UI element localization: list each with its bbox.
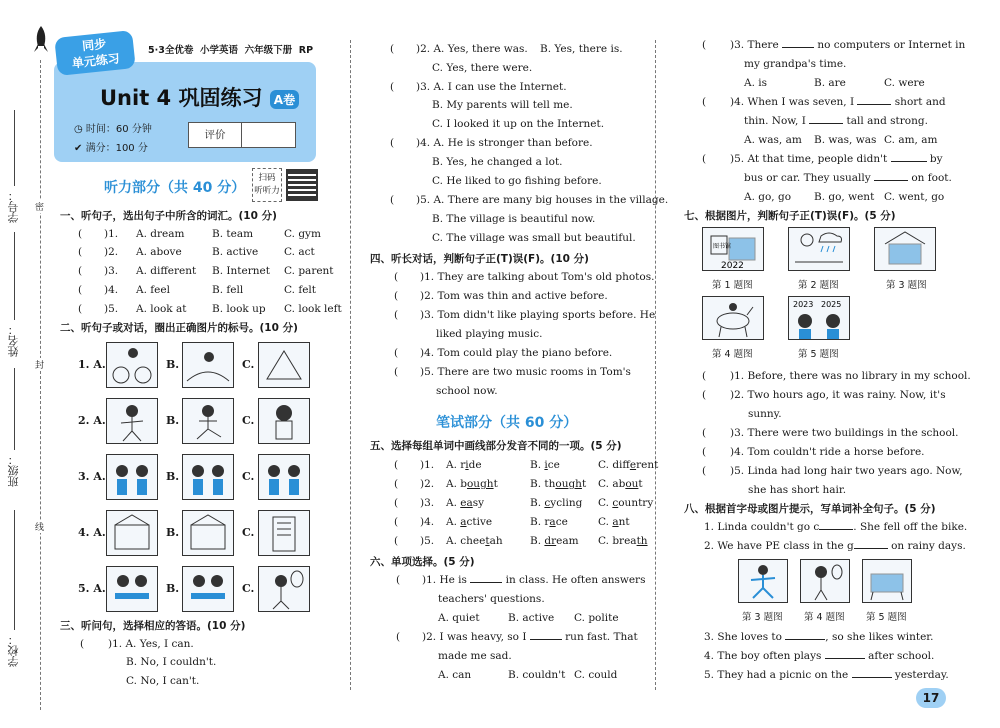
option-text: C. No, I can't. [126, 675, 200, 687]
picture-option[interactable] [106, 342, 158, 388]
list-item: ( )1. A. ride B. ice C. different [394, 459, 659, 471]
list-item: ( )4. When I was seven, I short and [702, 96, 946, 108]
list-item: ( )3. There no computers or Internet in [702, 39, 966, 51]
row-label: B. [166, 358, 180, 371]
series-header: 5·3全优卷 小学英语 六年级下册 RP [148, 45, 314, 56]
list-item-options: A. go, go B. go, went C. went, go [744, 191, 945, 203]
picture-option[interactable] [106, 454, 158, 500]
score-label: ✔ 满分：100 分 [74, 143, 148, 154]
row-label: 4. A. [78, 526, 106, 539]
list-item-continued: liked playing music. [436, 328, 543, 340]
picture-option[interactable] [258, 454, 310, 500]
list-item: 2. We have PE class in the g on rainy days. [704, 540, 966, 552]
picture [874, 227, 936, 271]
year-label: 2022 [721, 261, 744, 270]
list-item-continued: my grandpa's time. [744, 58, 847, 70]
section3-title: 三、听问句，选择相应的答语。(10 分) [60, 620, 246, 632]
option-text: B. Yes, he changed a lot. [432, 156, 563, 168]
list-item: ( )2. A. bought B. thought C. about [394, 478, 643, 490]
row-label: C. [242, 358, 255, 371]
list-item: ( )5. A. cheetah B. dream C. breath [394, 535, 648, 547]
qr-hint: 扫码 听听力 [252, 168, 282, 202]
list-item: ( )1. They are talking about Tom's old photos. [394, 271, 655, 283]
row-label: C. [242, 414, 255, 427]
picture-option[interactable] [106, 398, 158, 444]
class-label: 班级： [7, 454, 20, 487]
section7-title: 七、根据图片，判断句子正(T)误(F)。(5 分) [684, 210, 896, 222]
picture-option[interactable] [258, 398, 310, 444]
picture-option[interactable] [106, 566, 158, 612]
list-item-continued: teachers' questions. [438, 593, 545, 605]
time-label: ◷ 时间：60 分钟 [74, 124, 152, 135]
list-item-continued: made me sad. [438, 650, 512, 662]
picture-option[interactable] [182, 398, 234, 444]
margin-dashed-line [40, 60, 41, 710]
list-item: ( )4. Tom couldn't ride a horse before. [702, 446, 925, 458]
picture-option[interactable] [258, 510, 310, 556]
row-label: C. [242, 582, 255, 595]
list-item: ( )4. A. feel B. fell C. felt [78, 284, 317, 296]
list-item-continued: bus or car. They usually on foot. [744, 172, 952, 184]
picture-caption: 第 1 题图 [712, 280, 753, 291]
list-item: ( )2. A. above B. active C. act [78, 246, 315, 258]
option-text: B. My parents will tell me. [432, 99, 573, 111]
left-margin [0, 0, 50, 728]
list-item: ( )1. A. dream B. team C. gym [78, 228, 321, 240]
picture-caption: 第 2 题图 [798, 280, 839, 291]
list-item: ( )1. Before, there was no library in my school. [702, 370, 971, 382]
row-label: B. [166, 526, 180, 539]
row-label: C. [242, 470, 255, 483]
list-item-continued: she has short hair. [748, 484, 847, 496]
list-item: ( )4. A. active B. race C. ant [394, 516, 630, 528]
option-text: C. The village was small but beautiful. [432, 232, 636, 244]
level-badge: A卷 [270, 90, 299, 109]
seal-mark-2: 封 [35, 358, 44, 371]
option-text: B. The village is beautiful now. [432, 213, 596, 225]
list-item: ( )3. Tom didn't like playing sports before. He [394, 309, 656, 321]
evaluation-box: 评价 [188, 122, 296, 148]
list-item: ( )3. There were two buildings in the school. [702, 427, 959, 439]
name-line [14, 232, 15, 320]
list-item: ( )4. A. He is stronger than before. [390, 137, 593, 149]
picture [800, 559, 850, 603]
list-item: ( )3. A. I can use the Internet. [390, 81, 567, 93]
picture [862, 559, 912, 603]
unit-badge: 同步 单元练习 [54, 30, 136, 76]
column-divider-2 [655, 40, 656, 690]
listening-title: 听力部分（共 40 分） [104, 180, 246, 196]
option-text: B. No, I couldn't. [126, 656, 217, 668]
check-icon: ✔ [74, 143, 83, 154]
list-item-continued: sunny. [748, 408, 782, 420]
list-item-continued: school now. [436, 385, 498, 397]
row-label: 2. A. [78, 414, 106, 427]
school-label: 学校： [7, 634, 20, 667]
school-line [14, 510, 15, 630]
row-label: B. [166, 582, 180, 595]
student-no-line [14, 110, 15, 186]
unit-title: Unit 4 巩固练习 A卷 [100, 82, 299, 112]
section5-title: 五、选择每组单词中画线部分发音不同的一项。(5 分) [370, 440, 622, 452]
option-text: C. I looked it up on the Internet. [432, 118, 605, 130]
list-item: ( )3. A. easy B. cycling C. country [394, 497, 654, 509]
section4-title: 四、听长对话，判断句子正(T)误(F)。(10 分) [370, 253, 589, 265]
picture-option[interactable] [258, 342, 310, 388]
list-item: ( )5. At that time, people didn't by [702, 153, 943, 165]
page-number: 17 [916, 688, 946, 708]
rocket-icon [34, 26, 48, 57]
section1-title: 一、听句子，选出句子中所含的词汇。(10 分) [60, 210, 277, 222]
row-label: B. [166, 470, 180, 483]
list-item: 5. They had a picnic on the yesterday. [704, 669, 949, 681]
picture-option[interactable] [258, 566, 310, 612]
row-label: C. [242, 526, 255, 539]
list-item: ( )4. Tom could play the piano before. [394, 347, 613, 359]
picture [788, 227, 850, 271]
year-label: 2025 [821, 300, 842, 309]
list-item: 4. The boy often plays after school. [704, 650, 935, 662]
row-label: 3. A. [78, 470, 106, 483]
library-sign: 图书馆 [713, 243, 732, 250]
picture-caption: 第 5 题图 [866, 612, 907, 623]
picture-option[interactable] [182, 510, 234, 556]
list-item: ( )3. A. different B. Internet C. parent [78, 265, 334, 277]
writing-title: 笔试部分（共 60 分） [436, 415, 578, 431]
picture-option[interactable] [182, 566, 234, 612]
seal-mark-1: 密 [35, 200, 44, 213]
qr-code[interactable] [286, 169, 318, 201]
year-label: 2023 [793, 300, 814, 309]
student-no-label: 学号： [7, 190, 20, 223]
list-item: ( )2. I was heavy, so I run fast. That [396, 631, 638, 643]
row-label: 1. A. [78, 358, 106, 371]
list-item-options: A. was, am B. was, was C. am, am [744, 134, 938, 146]
section2-title: 二、听句子或对话，圈出正确图片的标号。(10 分) [60, 322, 298, 334]
name-label: 姓名： [7, 324, 20, 357]
list-item: 3. She loves to , so she likes winter. [704, 631, 934, 643]
picture [702, 296, 764, 340]
picture-caption: 第 4 题图 [804, 612, 845, 623]
list-item: ( )1. A. Yes, I can. [80, 638, 194, 650]
list-item: 1. Linda couldn't go c . She fell off the bike. [704, 521, 968, 533]
picture-caption: 第 3 题图 [742, 612, 783, 623]
list-item: ( )1. He is in class. He often answers [396, 574, 646, 586]
list-item-options: A. is B. are C. were [744, 77, 925, 89]
section6-title: 六、单项选择。(5 分) [370, 556, 475, 568]
class-line [14, 368, 15, 450]
list-item-options: A. can B. couldn't C. could [438, 669, 618, 681]
section8-title: 八、根据首字母或图片提示，写单词补全句子。(5 分) [684, 503, 936, 515]
list-item-continued: thin. Now, I tall and strong. [744, 115, 928, 127]
row-label: 5. A. [78, 582, 106, 595]
picture-caption: 第 5 题图 [798, 349, 839, 360]
list-item-options: A. quiet B. active C. polite [438, 612, 619, 624]
picture [738, 559, 788, 603]
list-item: ( )5. There are two music rooms in Tom's [394, 366, 631, 378]
seal-mark-3: 线 [35, 520, 44, 533]
picture-option[interactable] [182, 454, 234, 500]
picture-caption: 第 4 题图 [712, 349, 753, 360]
list-item: ( )2. Tom was thin and active before. [394, 290, 608, 302]
row-label: B. [166, 414, 180, 427]
picture [788, 296, 850, 340]
picture-option[interactable] [182, 342, 234, 388]
option-text: C. He liked to go fishing before. [432, 175, 602, 187]
clock-icon: ◷ [74, 124, 83, 135]
list-item: ( )2. Two hours ago, it was rainy. Now, it's [702, 389, 946, 401]
picture [702, 227, 764, 271]
list-item: ( )5. A. look at B. look up C. look left [78, 303, 342, 315]
list-item: ( )5. Linda had long hair two years ago. Now, [702, 465, 963, 477]
option-text: C. Yes, there were. [432, 62, 533, 74]
column-divider-1 [350, 40, 351, 690]
picture-option[interactable] [106, 510, 158, 556]
picture-caption: 第 3 题图 [886, 280, 927, 291]
list-item: ( )5. A. There are many big houses in the village. [390, 194, 669, 206]
list-item: ( )2. A. Yes, there was. B. Yes, there is. [390, 43, 623, 55]
